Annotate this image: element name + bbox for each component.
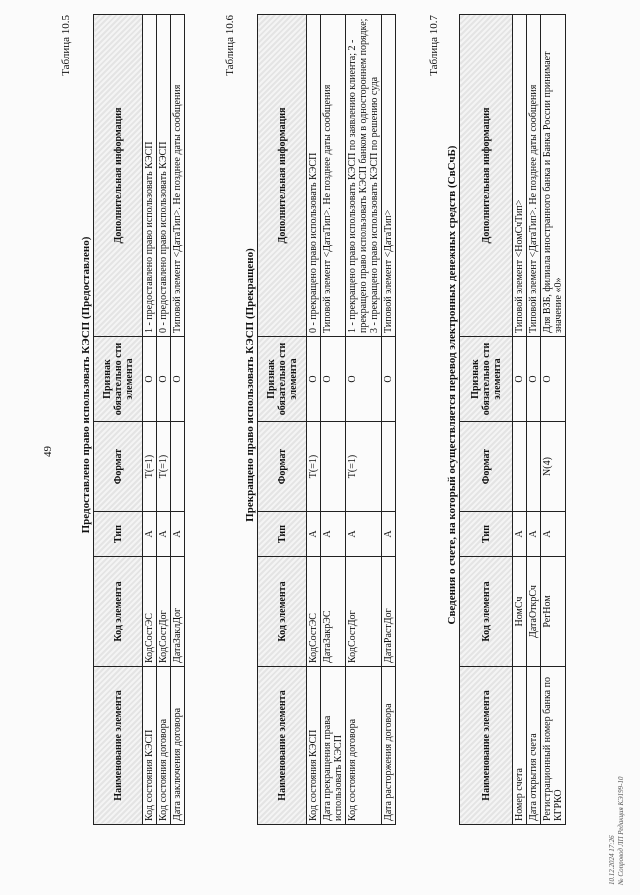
col-header-required: Признак обязательно сти элемента (258, 337, 307, 422)
cell-code: КодСостЭС (307, 557, 321, 667)
cell-name: Код состояния договора (157, 667, 171, 825)
cell-type: А (346, 512, 382, 557)
table-10-5 (93, 14, 185, 825)
col-header-name: Наименование элемента (460, 667, 513, 825)
table-row (527, 15, 541, 825)
cell-type: А (541, 512, 566, 557)
cell-required: О (513, 337, 527, 422)
cell-name: Регистрационный номер банка по КГРКО (541, 667, 566, 825)
footer-doc-ref: № Сопровод ЛП Редакция КЭ199-10 (617, 776, 625, 885)
page-number: 49 (42, 446, 54, 457)
cell-name: Код состояния КЭСП (143, 667, 157, 825)
col-header-format: Формат (460, 422, 513, 512)
cell-code: ДатаЗаклДог (171, 557, 185, 667)
cell-info: Типовой элемент <НомСчТип> (513, 15, 527, 337)
cell-format: N(4) (541, 422, 566, 512)
cell-required: О (382, 337, 396, 422)
cell-required: О (157, 337, 171, 422)
cell-required: О (541, 337, 566, 422)
cell-required: О (527, 337, 541, 422)
cell-name: Дата открытия счета (527, 667, 541, 825)
table-row (513, 15, 527, 825)
table-row (307, 15, 321, 825)
table-10-6-title: Прекращено право использовать КЭСП (Прекращено) (244, 248, 256, 522)
cell-code: КодСостДог (157, 557, 171, 667)
table-10-7 (459, 14, 566, 825)
col-header-format: Формат (94, 422, 143, 512)
col-header-type: Тип (460, 512, 513, 557)
cell-name: Код состояния КЭСП (307, 667, 321, 825)
col-header-format: Формат (258, 422, 307, 512)
cell-code: НомСч (513, 557, 527, 667)
cell-code: ДатаЗакрЭС (321, 557, 346, 667)
cell-required: О (346, 337, 382, 422)
col-header-type: Тип (94, 512, 143, 557)
table-10-6 (257, 14, 396, 825)
table-row (171, 15, 185, 825)
table-row (321, 15, 346, 825)
cell-type: А (527, 512, 541, 557)
cell-format: T(=1) (346, 422, 382, 512)
cell-info: 0 - предоставлено право использовать КЭСП (157, 15, 171, 337)
cell-code: РегНом (541, 557, 566, 667)
col-header-code: Код элемента (258, 557, 307, 667)
cell-format: T(=1) (307, 422, 321, 512)
cell-code: КодСостДог (346, 557, 382, 667)
cell-required: О (307, 337, 321, 422)
cell-name: Номер счета (513, 667, 527, 825)
cell-info: Типовой элемент <ДатаТип> (382, 15, 396, 337)
cell-info: Для ВЗБ, филиала иностранного банка и Банка России принимает значение «0» (541, 15, 566, 337)
cell-type: А (382, 512, 396, 557)
cell-type: А (513, 512, 527, 557)
cell-info: 1 - прекращено право использовать КЭСП по заявлению клиента; 2 - прекращено право использовать КЭСП банком в одностороннем порядке; 3 - прекращено право использовать КЭСП по решению суда (346, 15, 382, 337)
footer-timestamp: 10.12.2024 17:26 (608, 835, 616, 885)
cell-name: Код состояния договора (346, 667, 382, 825)
cell-info: Типовой элемент <ДатаТип>. Не позднее даты сообщения (527, 15, 541, 337)
col-header-name: Наименование элемента (94, 667, 143, 825)
col-header-code: Код элемента (460, 557, 513, 667)
cell-info: 1 - предоставлено право использовать КЭСП (143, 15, 157, 337)
table-10-7-title: Сведения о счете, на который осуществляется перевод электронных денежных средств (СвСчБ) (446, 145, 458, 625)
cell-format (321, 422, 346, 512)
col-header-required: Признак обязательно сти элемента (460, 337, 513, 422)
cell-type: А (157, 512, 171, 557)
cell-code: ДатаОткрСч (527, 557, 541, 667)
cell-required: О (171, 337, 185, 422)
page-footer (608, 776, 626, 885)
table-header-row (460, 15, 513, 825)
cell-name: Дата расторжения договора (382, 667, 396, 825)
col-header-required: Признак обязательно сти элемента (94, 337, 143, 422)
table-row (143, 15, 157, 825)
cell-format (513, 422, 527, 512)
cell-type: А (307, 512, 321, 557)
cell-required: О (321, 337, 346, 422)
col-header-info: Дополнительная информация (258, 15, 307, 337)
col-header-info: Дополнительная информация (460, 15, 513, 337)
table-10-7-label: Таблица 10.7 (428, 15, 440, 76)
table-header-row (258, 15, 307, 825)
cell-code: КодСостЭС (143, 557, 157, 667)
table-10-5-label: Таблица 10.5 (60, 15, 72, 76)
cell-format (527, 422, 541, 512)
cell-type: А (321, 512, 346, 557)
cell-format: T(=1) (157, 422, 171, 512)
table-row (346, 15, 382, 825)
table-10-6-label: Таблица 10.6 (224, 15, 236, 76)
col-header-type: Тип (258, 512, 307, 557)
table-10-5-title: Предоставлено право использовать КЭСП (Предоставлено) (80, 236, 92, 534)
cell-info: Типовой элемент <ДатаТип>. Не позднее даты сообщения (321, 15, 346, 337)
cell-format: T(=1) (143, 422, 157, 512)
cell-code: ДатаРастДог (382, 557, 396, 667)
col-header-name: Наименование элемента (258, 667, 307, 825)
cell-required: О (143, 337, 157, 422)
cell-info: Типовой элемент <ДатаТип>. Не позднее даты сообщения (171, 15, 185, 337)
cell-name: Дата заключения договора (171, 667, 185, 825)
table-row (541, 15, 566, 825)
cell-info: 0 - прекращено право использовать КЭСП (307, 15, 321, 337)
cell-format (382, 422, 396, 512)
cell-name: Дата прекращения права использовать КЭСП (321, 667, 346, 825)
cell-type: А (171, 512, 185, 557)
col-header-info: Дополнительная информация (94, 15, 143, 337)
table-row (382, 15, 396, 825)
col-header-code: Код элемента (94, 557, 143, 667)
cell-format (171, 422, 185, 512)
cell-type: А (143, 512, 157, 557)
table-header-row (94, 15, 143, 825)
table-row (157, 15, 171, 825)
